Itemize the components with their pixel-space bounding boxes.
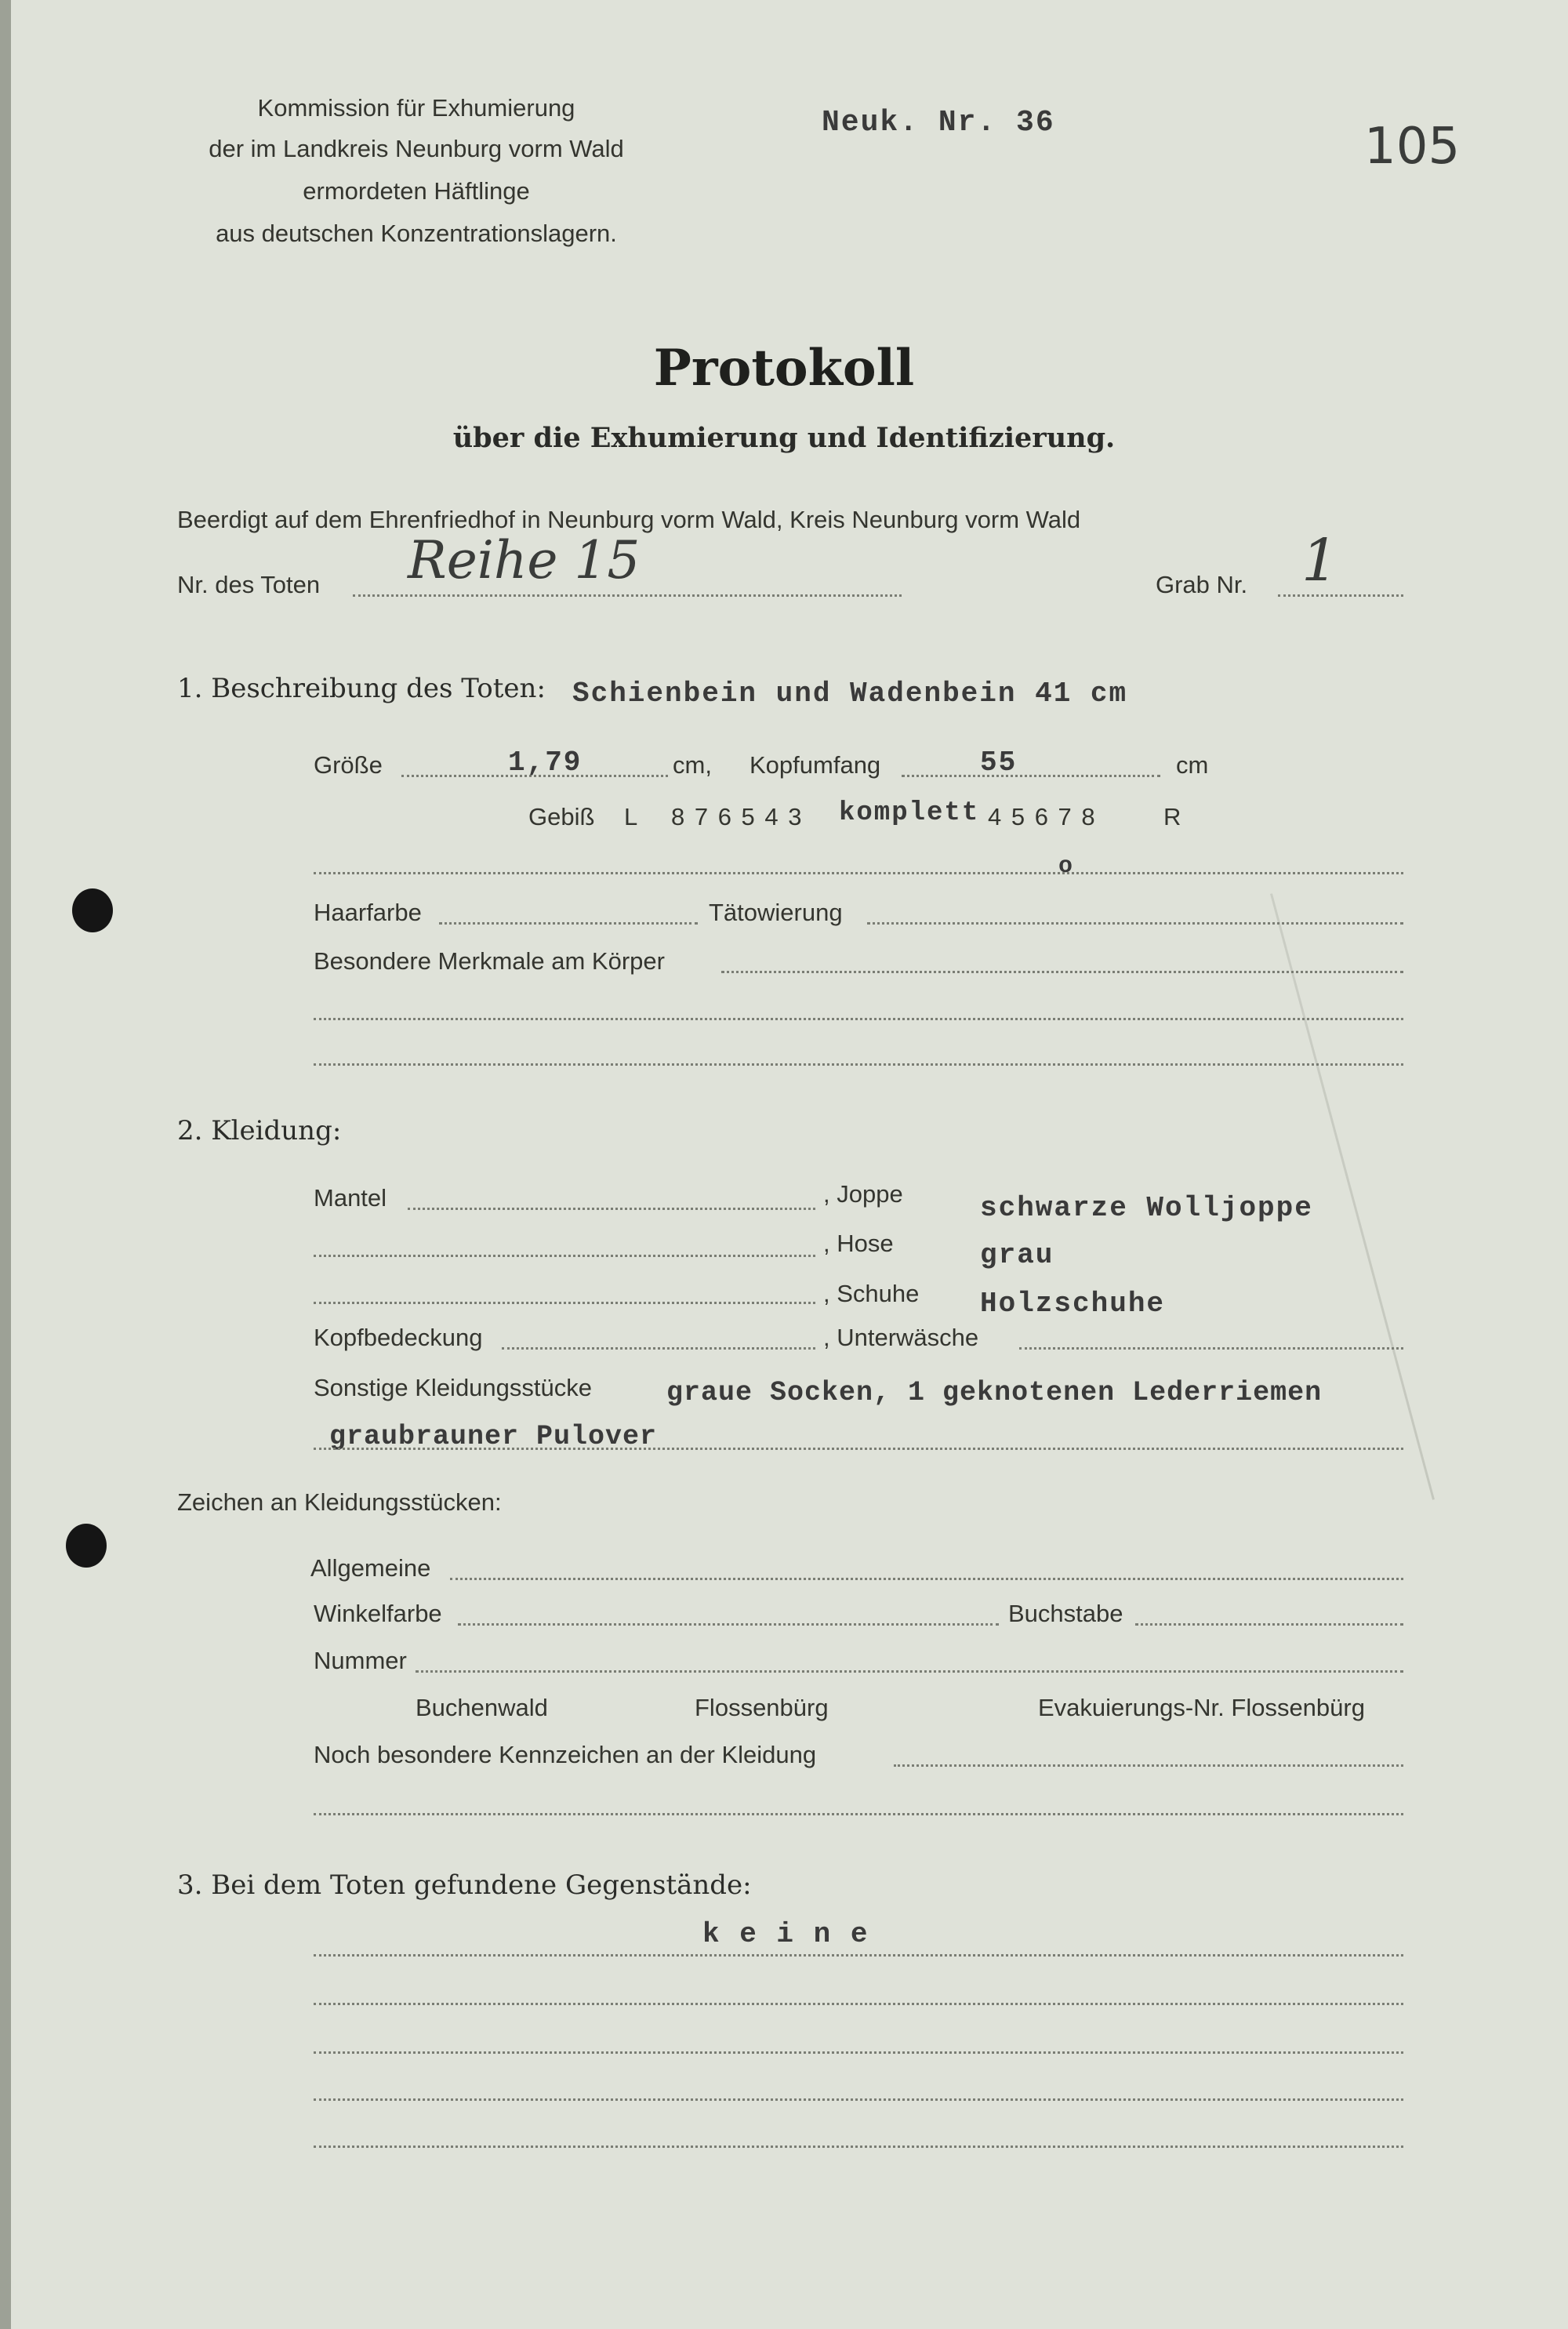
commission-line: ermordeten Häftlinge — [303, 177, 530, 205]
allgemeine-label: Allgemeine — [310, 1554, 431, 1582]
hose-label: , Hose — [823, 1230, 894, 1257]
kopfumfang-value: 55 — [980, 747, 1018, 779]
nr-des-toten-label: Nr. des Toten — [177, 571, 321, 598]
grab-nr-label: Grab Nr. — [1156, 571, 1248, 598]
kopfumfang-label: Kopfumfang — [750, 751, 881, 779]
dotted-line — [314, 1063, 1403, 1066]
dotted-line — [353, 594, 902, 597]
gebiss-right-numbers: 4 5 6 7 8 — [988, 803, 1097, 830]
schuhe-label: , Schuhe — [823, 1280, 920, 1307]
sonstige-value-1: graue Socken, 1 geknotenen Lederriemen — [666, 1377, 1323, 1408]
dotted-line — [314, 2003, 1403, 2005]
section-3-heading: 3. Bei dem Toten gefundene Gegenstände: — [177, 1869, 752, 1901]
dotted-line — [314, 1954, 1403, 1957]
description-value: Schienbein und Wadenbein 41 cm — [572, 678, 1128, 710]
section-1-heading — [177, 673, 546, 704]
joppe-label: , Joppe — [823, 1180, 903, 1208]
page-subtitle: über die Exhumierung und Identifizierung. — [452, 422, 1116, 454]
dotted-line — [458, 1623, 999, 1626]
dotted-line — [502, 1347, 815, 1350]
dotted-line — [314, 2051, 1403, 2054]
joppe-value: schwarze Wolljoppe — [980, 1192, 1313, 1224]
kopfbedeckung-label: Kopfbedeckung — [314, 1324, 483, 1351]
gebiss-value: komplett — [839, 798, 980, 828]
hose-value: grau — [980, 1239, 1054, 1271]
unterwaesche-label: , Unterwäsche — [823, 1324, 979, 1351]
mantel-label: Mantel — [314, 1184, 387, 1212]
groesse-label: Größe — [314, 751, 383, 779]
gegenstaende-value: k e i n e — [702, 1918, 869, 1950]
dotted-line — [314, 2098, 1403, 2101]
dotted-line — [439, 922, 698, 925]
section-2-heading: 2. Kleidung: — [177, 1115, 342, 1146]
zeichen-heading: Zeichen an Kleidungsstücken: — [177, 1488, 502, 1516]
winkelfarbe-label: Winkelfarbe — [314, 1600, 442, 1627]
dotted-line — [1278, 594, 1403, 597]
gebiss-left-numbers: 8 7 6 5 4 3 — [671, 803, 804, 830]
buchenwald-label: Buchenwald — [416, 1694, 548, 1721]
sonstige-label: Sonstige Kleidungsstücke — [314, 1374, 593, 1401]
gebiss-label: Gebiß — [528, 803, 595, 830]
dotted-line — [314, 1302, 815, 1304]
dotted-line — [867, 922, 1403, 925]
haarfarbe-label: Haarfarbe — [314, 899, 422, 926]
commission-line: der im Landkreis Neunburg vorm Wald — [209, 135, 624, 162]
page-number: 105 — [1364, 118, 1461, 176]
dotted-line — [314, 872, 1403, 874]
dotted-line — [902, 775, 1160, 777]
case-number: Neuk. Nr. 36 — [822, 106, 1055, 140]
section-1-heading-text: 1. Beschreibung des Toten: — [177, 673, 546, 704]
commission-line: aus deutschen Konzentrationslagern. — [216, 220, 617, 247]
dotted-line — [416, 1670, 1403, 1673]
flossenbuerg-label: Flossenbürg — [695, 1694, 829, 1721]
burial-text: Beerdigt auf dem Ehrenfriedhof in Neunburg vorm Wald, Kreis Neunburg vorm Wald — [177, 506, 1081, 533]
gebiss-right: R — [1163, 803, 1181, 830]
cm-unit: cm — [1176, 751, 1209, 779]
dotted-line — [1019, 1347, 1403, 1350]
groesse-value: 1,79 — [508, 747, 583, 779]
dotted-line — [1135, 1623, 1403, 1626]
sonstige-value-2: graubrauner Pulover — [329, 1421, 658, 1452]
noch-kennzeichen-label: Noch besondere Kennzeichen an der Kleidung — [314, 1741, 817, 1768]
commission-line: Kommission für Exhumierung — [257, 94, 575, 122]
dotted-line — [314, 1448, 1403, 1450]
dotted-line — [721, 971, 1403, 973]
schuhe-value: Holzschuhe — [980, 1288, 1166, 1320]
binder-hole-top — [72, 888, 113, 932]
evakuierungs-label: Evakuierungs-Nr. Flossenbürg — [1038, 1694, 1365, 1721]
dotted-line — [314, 1018, 1403, 1020]
merkmale-label: Besondere Merkmale am Körper — [314, 947, 665, 975]
cm-unit: cm, — [673, 751, 712, 779]
taetowierung-label: Tätowierung — [709, 899, 843, 926]
dotted-line — [450, 1578, 1403, 1580]
dotted-line — [314, 1255, 815, 1257]
dotted-line — [408, 1208, 815, 1210]
buchstabe-label: Buchstabe — [1008, 1600, 1123, 1627]
grab-nr-value: 1 — [1301, 527, 1339, 594]
dotted-line — [894, 1764, 1403, 1767]
nummer-label: Nummer — [314, 1647, 407, 1674]
nr-des-toten-value: Reihe 15 — [408, 530, 641, 590]
binder-hole-bottom — [66, 1524, 107, 1568]
page-title: Protokoll — [653, 339, 915, 398]
gebiss-left: L — [624, 803, 638, 830]
dotted-line — [314, 1813, 1403, 1815]
dotted-line — [314, 2146, 1403, 2148]
gebiss-mark: o — [1058, 853, 1075, 880]
